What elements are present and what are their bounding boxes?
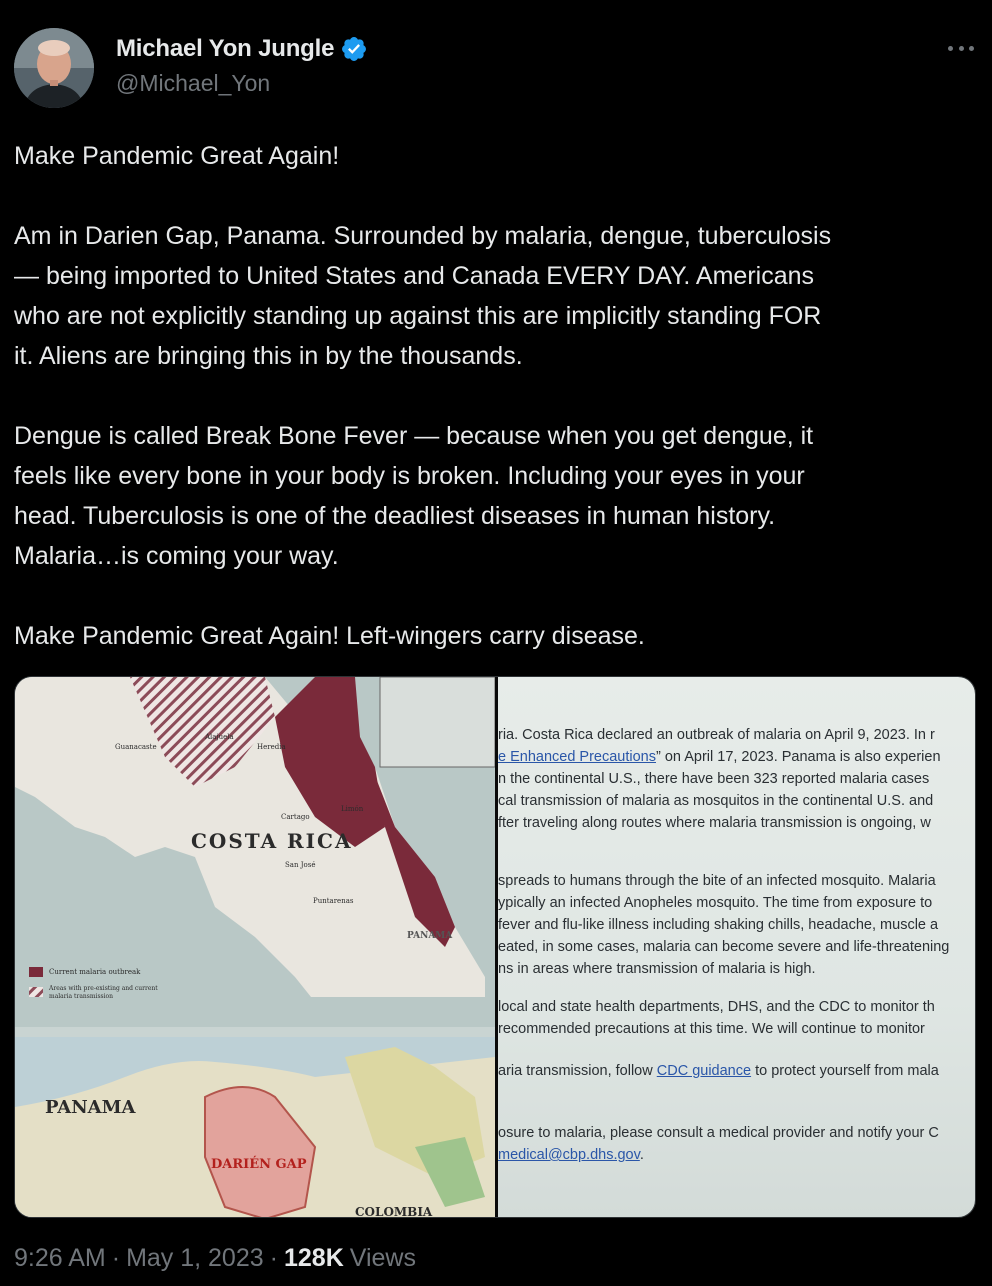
tweet-media[interactable] xyxy=(14,676,976,1218)
document-text-line: ns in areas where transmission of malaria is high. xyxy=(498,961,816,977)
map-province-label: Guanacaste xyxy=(115,743,157,751)
tweet-text xyxy=(14,136,969,696)
tweet-metadata xyxy=(14,1244,416,1273)
document-text-line: spreads to humans through the bite of an infected mosquito. Malaria xyxy=(498,873,936,889)
document-text-line: aria transmission, follow CDC guidance to protect yourself from mala xyxy=(498,1063,939,1079)
map-panama-small-label: PANAMA xyxy=(407,931,453,941)
document-text-line: cal transmission of malaria as mosquitos in the continental U.S. and xyxy=(498,793,934,809)
document-text-line: n the continental U.S., there have been 323 reported malaria cases xyxy=(498,771,930,787)
document-text-line: e Enhanced Precautions” on April 17, 2023. Panama is also experien xyxy=(498,749,941,765)
display-name[interactable]: Michael Yon Jungle xyxy=(116,35,335,62)
verified-badge-icon xyxy=(340,35,368,63)
map-province-label: Heredia xyxy=(257,743,286,751)
views-label: Views xyxy=(349,1244,416,1272)
document-link[interactable]: e Enhanced Precautions xyxy=(498,749,656,765)
map-colombia-label: COLOMBIA xyxy=(355,1205,433,1218)
map-image[interactable] xyxy=(15,677,495,1217)
costa-rica-map xyxy=(15,677,495,1218)
tweet-time[interactable]: 9:26 AM xyxy=(14,1244,106,1272)
document-text-line: recommended precautions at this time. We will continue to monitor xyxy=(498,1021,925,1037)
avatar[interactable] xyxy=(14,28,94,108)
map-province-label: Alajuela xyxy=(205,733,234,741)
map-country-label: COSTA RICA xyxy=(191,829,353,853)
map-province-label: Puntarenas xyxy=(313,897,354,905)
document-text-line: fter traveling along routes where malaria transmission is ongoing, w xyxy=(498,815,931,831)
avatar-image xyxy=(14,28,94,108)
handle[interactable]: @Michael_Yon xyxy=(116,70,271,96)
map-legend-label: Areas with pre-existing and current malaria transmission xyxy=(49,985,158,1000)
document-link[interactable]: medical@cbp.dhs.gov xyxy=(498,1147,640,1163)
map-darien-label: DARIÉN GAP xyxy=(211,1157,307,1172)
separator: · xyxy=(111,1244,121,1272)
document-link[interactable]: CDC guidance xyxy=(656,1063,752,1079)
document-text-line: eated, in some cases, malaria can become severe and life-threatening xyxy=(498,939,950,955)
tweet-paragraph: Am in Darien Gap, Panama. Surrounded by malaria, dengue, tuberculosis — being imported to United States and Canada EVERY DAY. Americans who are not explicitly standing up against this are implicitly standing FOR it. Aliens are bringing this in by the thousands. xyxy=(14,222,832,370)
user-info xyxy=(116,34,368,97)
map-province-label: Limón xyxy=(341,805,364,813)
tweet-paragraph: Make Pandemic Great Again! Left-wingers carry disease. xyxy=(14,622,645,650)
document-text-line: local and state health departments, DHS, and the CDC to monitor th xyxy=(498,999,935,1015)
more-options-icon[interactable] xyxy=(948,38,974,58)
tweet-paragraph: Make Pandemic Great Again! xyxy=(14,142,340,170)
document-text-line: ypically an infected Anopheles mosquito. The time from exposure to xyxy=(498,895,933,911)
map-province-label: Cartago xyxy=(281,813,310,821)
map-legend-label: Current malaria outbreak xyxy=(49,968,141,976)
tweet-header xyxy=(14,28,978,108)
document-text-line: medical@cbp.dhs.gov. xyxy=(498,1147,644,1163)
map-panama-label: PANAMA xyxy=(45,1097,136,1118)
document-text-line: ria. Costa Rica declared an outbreak of malaria on April 9, 2023. In r xyxy=(498,727,935,743)
document-text-line: fever and flu-like illness including shaking chills, headache, muscle a xyxy=(498,917,939,933)
document-text-line: osure to malaria, please consult a medical provider and notify your C xyxy=(498,1125,939,1141)
views-count: 128K xyxy=(283,1244,344,1272)
tweet-date[interactable]: May 1, 2023 xyxy=(126,1244,264,1272)
tweet-paragraph: Dengue is called Break Bone Fever — because when you get dengue, it feels like every bone in your body is broken. Including your eyes in your head. Tuberculosis is one of the deadliest diseases in human history. Malaria…is coming your way. xyxy=(14,422,814,570)
separator: · xyxy=(269,1244,278,1272)
document-image[interactable] xyxy=(498,677,975,1217)
map-province-label: San José xyxy=(285,861,316,869)
